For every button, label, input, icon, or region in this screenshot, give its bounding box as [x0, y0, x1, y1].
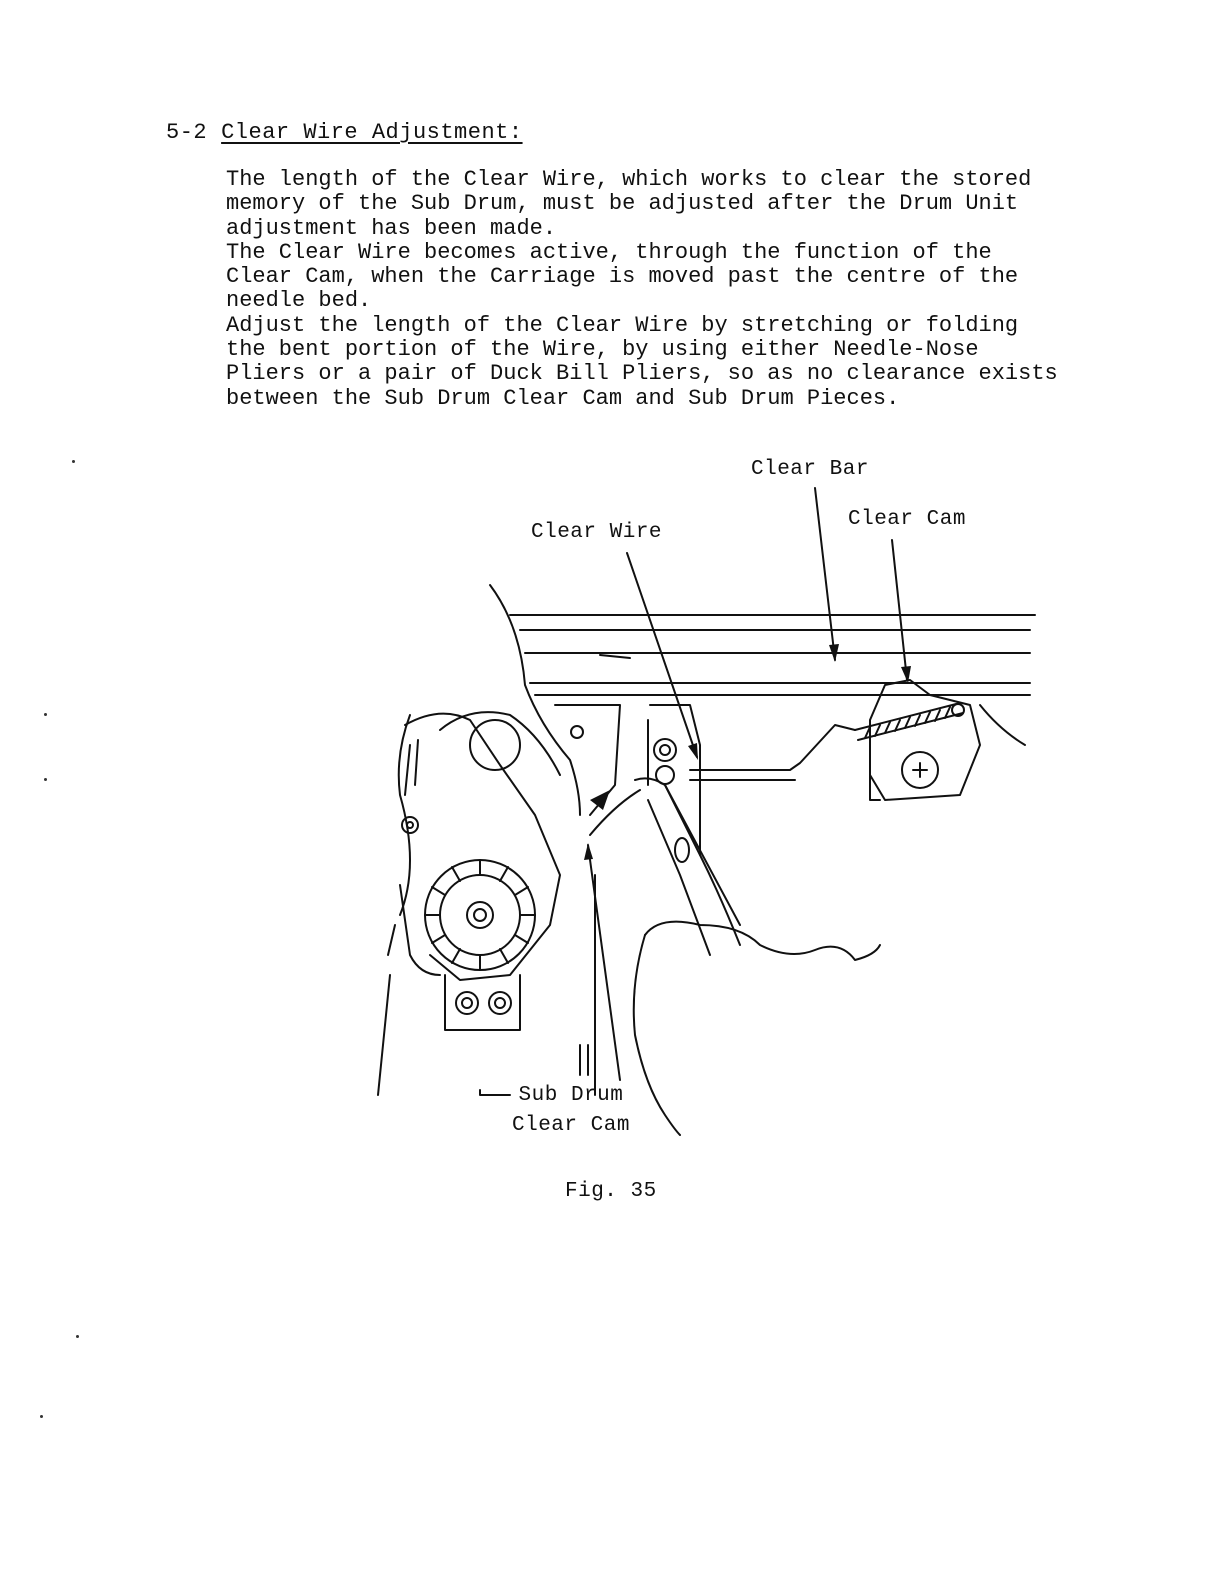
- paragraph-line: adjustment has been made.: [226, 215, 557, 241]
- scan-speck: [44, 778, 47, 781]
- label-sub-drum-line1: Sub Drum: [518, 1084, 624, 1107]
- callout-arrowheads: [584, 644, 911, 860]
- label-sub-drum-line2: Clear Cam: [512, 1114, 630, 1137]
- paragraph-line: needle bed.: [226, 288, 372, 314]
- label-clear-bar: Clear Bar: [751, 458, 869, 481]
- clear-wire: [590, 725, 855, 835]
- clear-cam: [855, 680, 1025, 800]
- section-heading: [166, 120, 523, 145]
- paragraph-line: Clear Cam, when the Carriage is moved past the centre of the: [226, 264, 1019, 290]
- section-number: 5-2: [166, 120, 208, 145]
- hand-drawing: [378, 585, 880, 1135]
- paragraph-line: Adjust the length of the Clear Wire by stretching or folding: [226, 312, 1019, 338]
- scan-speck: [44, 713, 47, 716]
- figure-illustration: [270, 455, 1050, 1145]
- label-clear-cam: Clear Cam: [848, 508, 966, 531]
- scan-speck: [72, 460, 75, 463]
- label-sub-drum-clear-cam: [512, 1081, 630, 1141]
- paragraph-line: memory of the Sub Drum, must be adjusted after the Drum Unit: [226, 191, 1019, 217]
- section-title: Clear Wire Adjustment:: [221, 120, 523, 145]
- paragraph-line: the bent portion of the Wire, by using either Needle-Nose: [226, 337, 979, 363]
- callout-leaders: [588, 488, 907, 1080]
- paragraph-line: The length of the Clear Wire, which works to clear the stored: [226, 167, 1032, 192]
- mechanism-drawing: [270, 455, 1050, 1145]
- paragraph-line: Pliers or a pair of Duck Bill Pliers, so as no clearance exists: [226, 361, 1058, 387]
- paragraph-line: between the Sub Drum Clear Cam and Sub Drum Pieces.: [226, 385, 900, 411]
- paragraph-line: The Clear Wire becomes active, through the function of the: [226, 239, 992, 265]
- instruction-paragraph: [226, 168, 1156, 411]
- label-clear-wire: Clear Wire: [531, 521, 663, 544]
- bracket-plate: [555, 705, 700, 855]
- sub-drum-gear: [402, 714, 560, 980]
- scan-speck: [40, 1415, 43, 1418]
- figure-caption: Fig. 35: [565, 1180, 657, 1203]
- scan-speck: [76, 1335, 79, 1338]
- clear-bar-rail: [510, 615, 1035, 695]
